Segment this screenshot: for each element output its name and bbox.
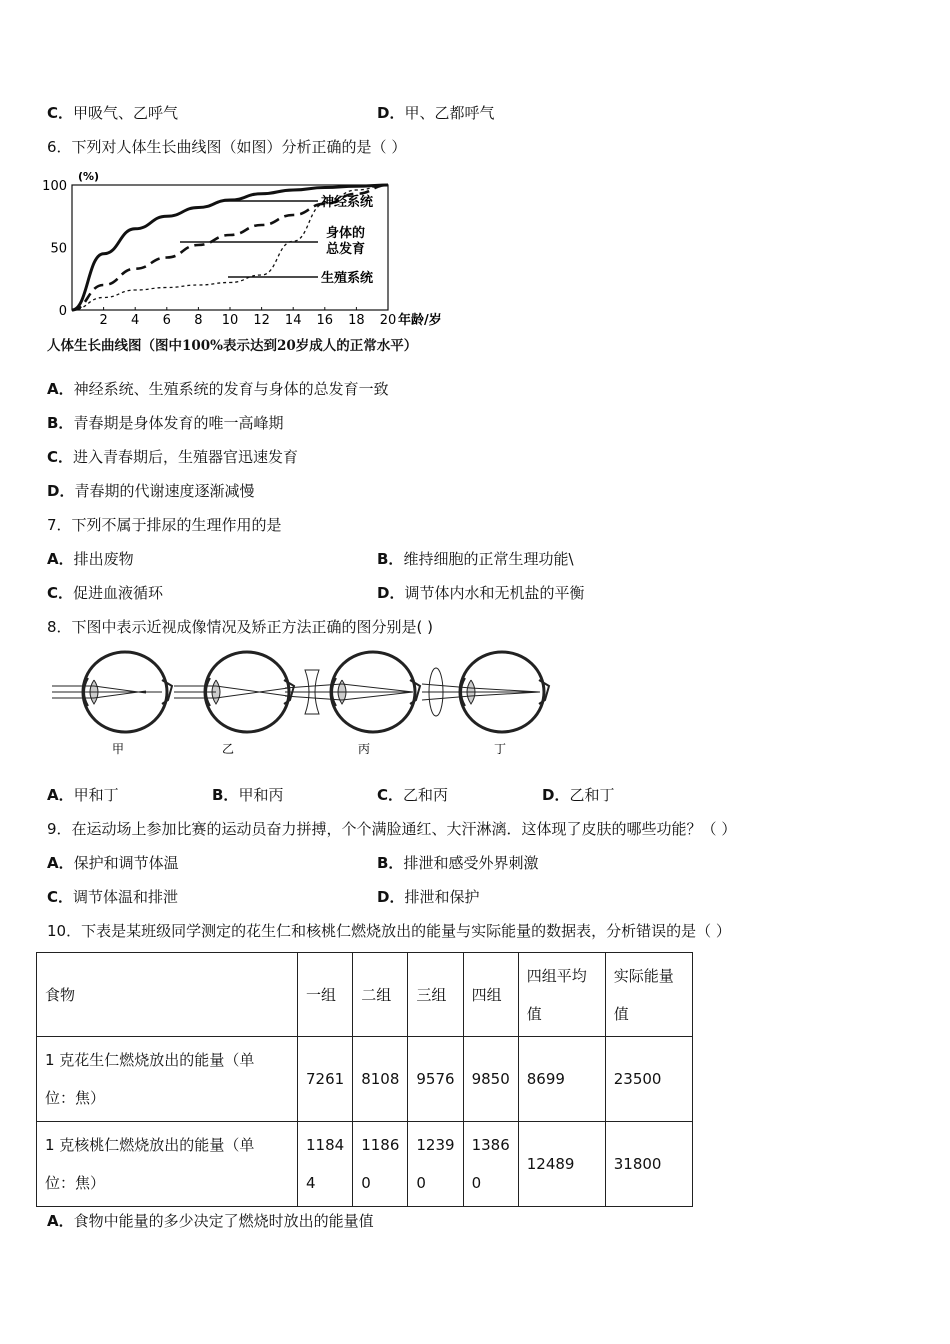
label-neural: 神经系统 <box>321 195 374 210</box>
q8-option-d <box>542 784 614 805</box>
header-actual-1: 实际能量 <box>613 966 674 985</box>
cell-actual: 31800 <box>605 1122 692 1207</box>
header-g3: 三组 <box>408 953 463 1037</box>
q6-option-b <box>47 412 283 433</box>
header-avg <box>518 953 605 1037</box>
cell-g2: 8108 <box>353 1037 408 1122</box>
header-avg-1: 四组平均 <box>526 966 587 985</box>
option-text: 调节体内水和无机盐的平衡 <box>404 584 585 602</box>
q7-stem: 7．下列不属于排尿的生理作用的是 <box>47 516 282 534</box>
option-text: 促进血液循环 <box>73 584 164 602</box>
eye-yi <box>174 652 294 732</box>
option-label: A． <box>47 1212 74 1230</box>
q10-option-a <box>47 1210 374 1231</box>
label-body-1: 身体的 <box>326 226 366 241</box>
cell-g3 <box>408 1122 463 1207</box>
option-text: 乙和丁 <box>569 786 615 804</box>
q6-option-c <box>47 446 298 467</box>
x-tick-label: 6 <box>162 313 171 328</box>
q7-option-c <box>47 582 163 603</box>
x-tick-label: 2 <box>99 313 108 328</box>
option-text: 进入青春期后，生殖器官迅速发育 <box>73 448 299 466</box>
y-tick-label: 100 <box>42 179 67 194</box>
q6-stem: 6．下列对人体生长曲线图（如图）分析正确的是（ ） <box>47 138 407 156</box>
x-tick-label: 20 <box>379 313 397 328</box>
x-tick-label: 14 <box>284 313 302 328</box>
eye-label-ding: 丁 <box>494 742 507 756</box>
q9-option-a <box>47 852 179 873</box>
table-row <box>37 1122 693 1207</box>
table-header-row <box>37 953 693 1037</box>
q9-stem: 9．在运动场上参加比赛的运动员奋力拼搏，个个满脸通红、大汗淋漓．这体现了皮肤的哪些功能？（ ） <box>47 820 737 838</box>
cell-g4-a: 1386 <box>471 1136 510 1154</box>
header-food: 食物 <box>37 953 298 1037</box>
header-g1: 一组 <box>298 953 353 1037</box>
option-text: 甲和丙 <box>238 786 284 804</box>
cell-g3: 9576 <box>408 1037 463 1122</box>
cell-g3-a: 1239 <box>416 1136 455 1154</box>
q8-stem: 8．下图中表示近视成像情况及矫正方法正确的图分别是( ) <box>47 618 434 636</box>
option-label: D． <box>542 786 570 804</box>
q9-option-c <box>47 886 178 907</box>
q5-option-d <box>377 102 494 123</box>
option-label: B． <box>212 786 239 804</box>
cell-g4: 9850 <box>463 1037 518 1122</box>
option-text: 维持细胞的正常生理功能\ <box>403 550 574 568</box>
y-unit: (%) <box>78 170 100 183</box>
x-tick-label: 18 <box>348 313 365 328</box>
option-label: C． <box>47 888 74 906</box>
eye-label-bing: 丙 <box>358 742 371 756</box>
x-tick-label: 12 <box>253 313 270 328</box>
q6-option-d <box>47 480 254 501</box>
option-label: C． <box>377 786 404 804</box>
cell-food <box>37 1122 298 1207</box>
q9-option-b <box>377 852 538 873</box>
header-g2: 二组 <box>353 953 408 1037</box>
option-label: C． <box>47 448 74 466</box>
x-tick-label: 8 <box>194 313 203 328</box>
cell-g4-b: 0 <box>471 1174 482 1192</box>
option-label: A． <box>47 550 74 568</box>
option-text: 甲吸气、乙呼气 <box>73 104 179 122</box>
cell-food <box>37 1037 298 1122</box>
option-label: B． <box>377 550 404 568</box>
q9-option-d <box>377 886 479 907</box>
q8-option-c <box>377 784 448 805</box>
eye-jia <box>52 652 172 732</box>
option-text: 保护和调节体温 <box>73 854 179 872</box>
option-text: 排出废物 <box>73 550 134 568</box>
cell-g1-a: 1184 <box>306 1136 345 1154</box>
cell-g2-a: 1186 <box>361 1136 400 1154</box>
q7-option-a <box>47 548 134 569</box>
cell-food-2: 位：焦） <box>45 1089 106 1107</box>
chart-caption: 人体生长曲线图（图中100%表示达到20岁成人的正常水平） <box>47 338 418 354</box>
header-avg-2: 值 <box>526 1004 542 1023</box>
growth-chart <box>40 168 480 332</box>
label-body-2: 总发育 <box>326 242 366 257</box>
cell-g2 <box>353 1122 408 1207</box>
option-label: A． <box>47 786 74 804</box>
option-text: 甲、乙都呼气 <box>404 104 495 122</box>
cell-g1: 7261 <box>298 1037 353 1122</box>
q6-option-a <box>47 378 389 399</box>
label-repro: 生殖系统 <box>321 271 374 286</box>
option-text: 排泄和保护 <box>404 888 480 906</box>
cell-g2-b: 0 <box>361 1174 371 1192</box>
eye-bing <box>285 652 420 732</box>
cell-g4 <box>463 1122 518 1207</box>
option-label: D． <box>377 888 405 906</box>
option-text: 食物中能量的多少决定了燃烧时放出的能量值 <box>73 1212 374 1230</box>
table-row <box>37 1037 693 1122</box>
option-label: C． <box>47 584 74 602</box>
cell-avg: 12489 <box>518 1122 605 1207</box>
y-ticks <box>42 179 67 319</box>
y-tick-label: 50 <box>50 241 67 257</box>
q5-option-c <box>47 102 178 123</box>
x-tick-label: 4 <box>131 313 140 328</box>
option-label: A． <box>47 380 74 398</box>
cell-g3-b: 0 <box>416 1174 426 1192</box>
q7-option-d <box>377 582 584 603</box>
cell-g1 <box>298 1122 353 1207</box>
energy-table <box>36 952 693 1207</box>
header-actual-2: 值 <box>613 1004 629 1023</box>
x-tick-label: 10 <box>221 313 239 328</box>
eye-ding <box>422 652 549 732</box>
option-text: 青春期是身体发育的唯一高峰期 <box>73 414 284 432</box>
option-text: 调节体温和排泄 <box>73 888 179 906</box>
q7-option-b <box>377 548 574 569</box>
option-label: D． <box>377 104 405 122</box>
option-text: 神经系统、生殖系统的发育与身体的总发育一致 <box>73 380 389 398</box>
y-tick-label: 0 <box>58 304 67 319</box>
option-label: A． <box>47 854 74 872</box>
header-actual <box>605 953 692 1037</box>
eye-label-jia: 甲 <box>112 742 125 756</box>
cell-avg: 8699 <box>518 1037 605 1122</box>
header-g4: 四组 <box>463 953 518 1037</box>
x-axis-label: 年龄/岁 <box>398 313 442 328</box>
option-text: 青春期的代谢速度逐渐减慢 <box>74 482 255 500</box>
eye-diagrams <box>50 650 560 760</box>
cell-food-1: 1 克核桃仁燃烧放出的能量（单 <box>45 1136 255 1154</box>
cell-g1-b: 4 <box>306 1174 316 1192</box>
option-label: C． <box>47 104 74 122</box>
option-text: 排泄和感受外界刺激 <box>403 854 539 872</box>
x-tick-label: 16 <box>316 313 334 328</box>
cell-food-1: 1 克花生仁燃烧放出的能量（单 <box>45 1051 255 1069</box>
option-label: B． <box>47 414 74 432</box>
option-label: D． <box>47 482 75 500</box>
cell-actual: 23500 <box>605 1037 692 1122</box>
q10-stem: 10．下表是某班级同学测定的花生仁和核桃仁燃烧放出的能量与实际能量的数据表，分析错误的是（ ） <box>47 922 731 940</box>
option-text: 甲和丁 <box>73 786 119 804</box>
cell-food-2: 位：焦） <box>45 1174 106 1192</box>
option-text: 乙和丙 <box>403 786 449 804</box>
option-label: B． <box>377 854 404 872</box>
option-label: D． <box>377 584 405 602</box>
q8-option-a <box>47 784 119 805</box>
eye-label-yi: 乙 <box>222 742 235 756</box>
q8-option-b <box>212 784 283 805</box>
